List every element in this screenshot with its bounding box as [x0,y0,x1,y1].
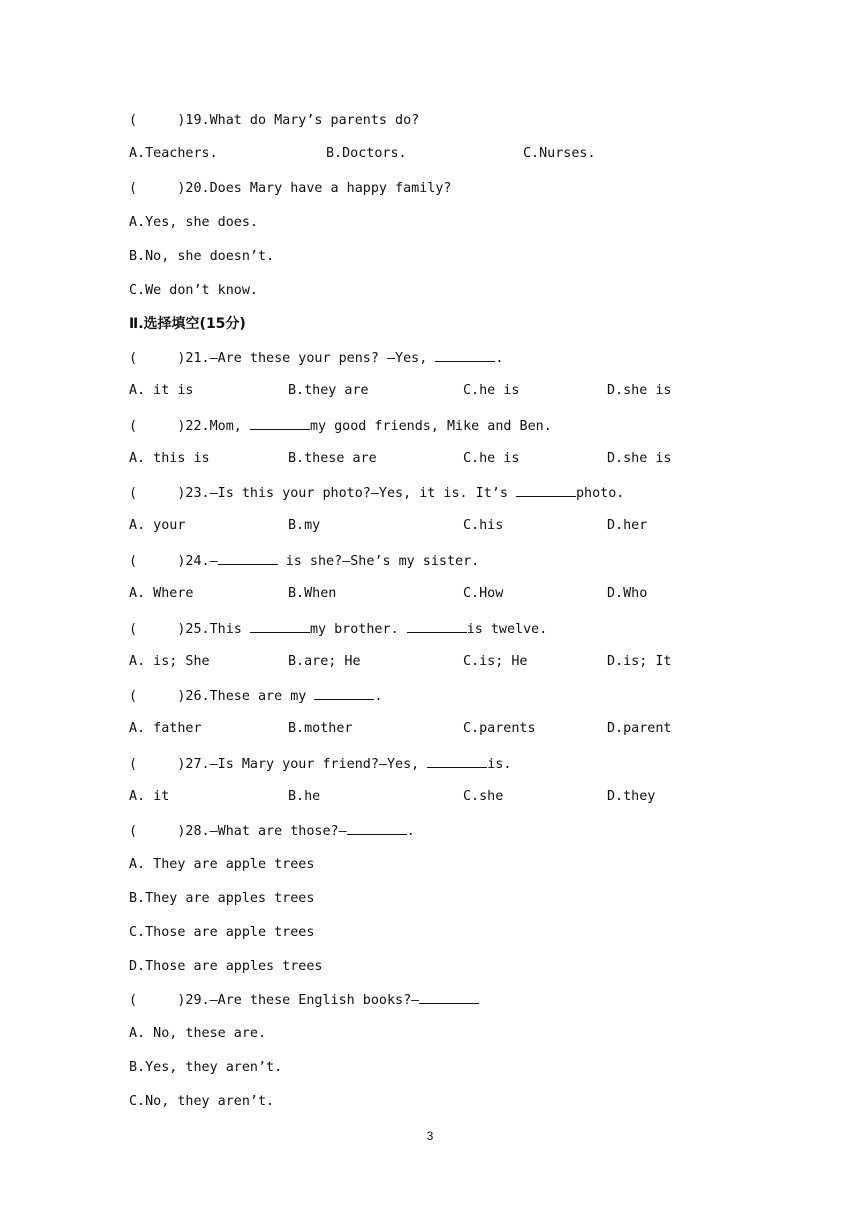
q24-option-a: A. Where [129,586,194,601]
q21-option-a: A. it is [129,383,194,398]
answer-blank [250,620,310,633]
q25-option-a: A. is; She [129,654,210,669]
answer-blank [250,417,310,430]
q22-option-a: A. this is [129,451,210,466]
answer-blank [347,822,407,835]
question-28-stem: ( )28.—What are those?— . [129,824,415,839]
q26-option-c: C.parents [463,721,536,736]
q25-option-d: D.is; It [607,654,672,669]
q23-option-a: A. your [129,518,186,533]
q27-option-c: C.she [463,789,504,804]
q20-option-c: C.We don’t know. [129,283,258,298]
q21-option-b: B.they are [288,383,369,398]
q25-option-c: C.is; He [463,654,528,669]
q20-option-b: B.No, she doesn’t. [129,249,275,264]
q29-option-c: C.No, they aren’t. [129,1094,275,1109]
q21-option-d: D.she is [607,383,672,398]
q29-option-a: A. No, these are. [129,1026,267,1041]
q22-option-c: C.he is [463,451,520,466]
q21-option-c: C.he is [463,383,520,398]
q23-option-b: B.my [288,518,321,533]
answer-blank [435,349,495,362]
q24-option-d: D.Who [607,586,648,601]
q28-option-b: B.They are apples trees [129,891,315,906]
q26-option-d: D.parent [607,721,672,736]
answer-blank [419,991,479,1004]
answer-blank [427,755,487,768]
question-24-stem: ( )24.— is she?—She’s my sister. [129,554,480,569]
question-20-stem: ( )20.Does Mary have a happy family? [129,181,452,196]
answer-blank [407,620,467,633]
q23-option-c: C.his [463,518,504,533]
q24-option-b: B.When [288,586,337,601]
q26-option-a: A. father [129,721,202,736]
q28-option-a: A. They are apple trees [129,857,315,872]
q22-option-b: B.these are [288,451,377,466]
q24-option-c: C.How [463,586,504,601]
section-heading: Ⅱ.选择填空(15分) [129,316,246,332]
q19-option-b: B.Doctors. [326,146,407,161]
question-29-stem: ( )29.—Are these English books?— [129,991,479,1010]
question-26-stem: ( )26.These are my . [129,689,383,704]
q22-option-d: D.she is [607,451,672,466]
question-27-stem: ( )27.—Is Mary your friend?—Yes, is. [129,757,512,772]
answer-blank [314,687,374,700]
q23-option-d: D.her [607,518,648,533]
page-number: 3 [426,1129,434,1143]
q19-option-a: A.Teachers. [129,146,218,161]
q26-option-b: B.mother [288,721,353,736]
q29-option-b: B.Yes, they aren’t. [129,1060,283,1075]
question-19-stem: ( )19.What do Mary’s parents do? [129,113,420,128]
q27-option-d: D.they [607,789,656,804]
q27-option-b: B.he [288,789,321,804]
question-25-stem: ( )25.This my brother. is twelve. [129,622,548,637]
q28-option-d: D.Those are apples trees [129,959,323,974]
q28-option-c: C.Those are apple trees [129,925,315,940]
question-23-stem: ( )23.—Is this your photo?—Yes, it is. It’s photo. [129,486,625,501]
answer-blank [218,552,278,565]
question-21-stem: ( )21.—Are these your pens? —Yes, . [129,351,504,366]
question-22-stem: ( )22.Mom, my good friends, Mike and Ben. [129,419,552,434]
q25-option-b: B.are; He [288,654,361,669]
answer-blank [516,484,576,497]
q27-option-a: A. it [129,789,170,804]
q20-option-a: A.Yes, she does. [129,215,258,230]
q19-option-c: C.Nurses. [523,146,596,161]
